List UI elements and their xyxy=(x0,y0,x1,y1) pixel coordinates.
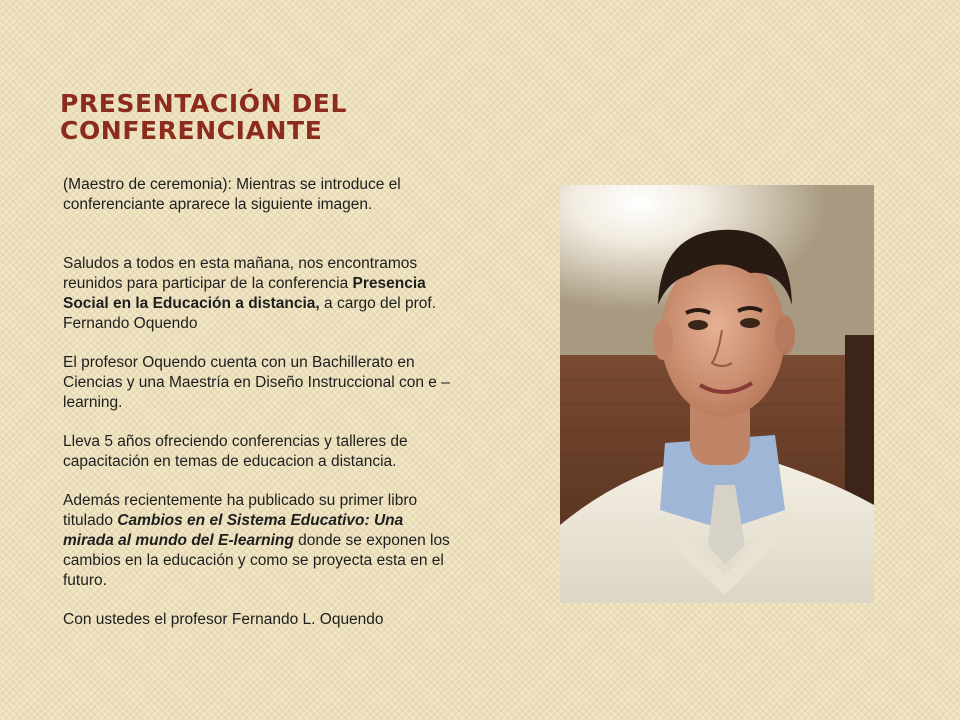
book-title: Cambios en el Sistema Educativo: Una mirada al mundo del E-learning xyxy=(63,512,404,549)
conference-title: Presencia Social en la Educación a distancia, xyxy=(63,275,426,312)
closing-paragraph: Con ustedes el profesor Fernando L. Oquendo xyxy=(63,611,384,628)
book-paragraph xyxy=(63,491,453,591)
speaker-portrait-icon xyxy=(560,185,874,603)
title-line-1: PRESENTACIÓN DEL xyxy=(60,89,348,118)
education-paragraph: El profesor Oquendo cuenta con un Bachillerato en Ciencias y una Maestría en Diseño Instruccional con e – learning. xyxy=(63,354,450,411)
speaker-photo xyxy=(560,185,874,603)
ceremony-note: (Maestro de ceremonia): Mientras se introduce el conferenciante aprarece la siguiente imagen. xyxy=(63,176,401,213)
title-line-2: CONFERENCIANTE xyxy=(60,116,323,145)
greeting-text-end: a cargo del prof. Fernando Oquendo xyxy=(63,295,437,332)
slide-body xyxy=(63,175,453,649)
greeting-text: Saludos a todos en esta mañana, nos encontramos reunidos para participar de la conferencia xyxy=(63,255,418,292)
book-intro: Además recientemente ha publicado su primer libro titulado xyxy=(63,492,418,529)
slide-title xyxy=(60,90,540,144)
greeting-paragraph xyxy=(63,254,453,334)
experience-paragraph: Lleva 5 años ofreciendo conferencias y talleres de capacitación en temas de educacion a distancia. xyxy=(63,433,408,470)
book-description: donde se exponen los cambios en la educación y como se proyecta esta en el futuro. xyxy=(63,532,450,589)
